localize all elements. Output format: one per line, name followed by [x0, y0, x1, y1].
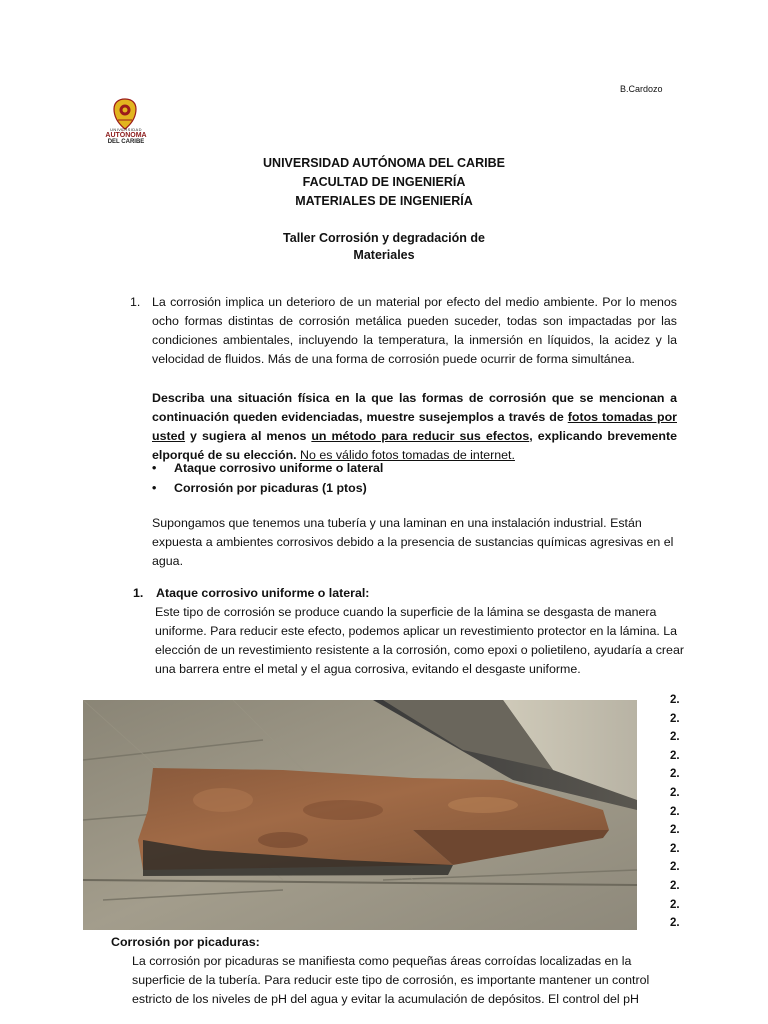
side-marker: 2.	[670, 898, 680, 911]
bullet-icon: •	[152, 481, 157, 495]
logo-top-text: UNIVERSIDAD	[110, 127, 142, 132]
university-heading: UNIVERSIDAD AUTÓNOMA DEL CARIBE	[263, 156, 505, 170]
side-marker: 2.	[670, 880, 680, 892]
side-marker: 2.	[670, 712, 680, 725]
side-marker: 2.	[670, 787, 680, 799]
instructions-part-c: , explicando brevemente elporqué de su elección.	[152, 429, 677, 462]
side-marker: 2.	[670, 824, 680, 837]
side-marker: 2.	[670, 842, 680, 855]
university-logo	[100, 98, 152, 150]
bullet-label: Corrosión por picaduras (1 ptos)	[174, 481, 367, 495]
question-number: 1.	[130, 295, 141, 309]
side-marker: 2.	[670, 731, 680, 744]
section1-title: Ataque corrosivo uniforme o lateral:	[156, 586, 370, 600]
side-marker: 2.	[670, 694, 680, 706]
corroded-steel-sheet-photo	[83, 700, 637, 930]
side-marker: 2.	[670, 917, 680, 930]
instructions-internet-underlined: No es válido fotos tomadas de internet.	[300, 448, 515, 462]
section2-title: Corrosión por picaduras:	[111, 935, 260, 949]
section2-text: La corrosión por picaduras se manifiesta como pequeñas áreas corroídas localizadas en la superficie de la tubería. Para reducir este tipo de corrosión, es importante mantener un control estricto de los niveles de pH del agua y evitar la acumulación de depósitos. El control del pH	[132, 954, 650, 1006]
faculty-heading: FACULTAD DE INGENIERÍA	[302, 175, 466, 189]
section1-text: Este tipo de corrosión se produce cuando la superficie de la lámina se desgasta de manera uniforme. Para reducir este efecto, podemos aplicar un revestimiento protector en la lámina. La elección de un revestimiento resistente a la corrosión, como epoxi o polietileno, ayudaría a crear una barrera entre el metal y el agua corrosiva, evitando el desgaste uniforme.	[155, 605, 684, 676]
workshop-title-line2: Materiales	[353, 248, 415, 262]
university-crest-icon	[112, 98, 138, 130]
section1-number: 1.	[133, 586, 144, 600]
question-instructions	[152, 389, 677, 465]
workshop-title-line1: Taller Corrosión y degradación de	[283, 231, 485, 245]
instructions-part-a: Describa una situación física en la que las formas de corrosión que se mencionan a continuación queden evidenciadas, muestre susejemplos a través de	[152, 391, 677, 424]
question-intro: La corrosión implica un deterioro de un material por efecto del medio ambiente. Por lo menos ocho formas distintas de corrosión metálica pueden suceder, todas son impactadas por las condiciones ambientales, incluyendo la temperatura, la inmersión en líquidos, la acidez y la velocidad de fluidos. Más de una forma de corrosión puede ocurrir de forma simultánea.	[152, 295, 677, 366]
instructions-photos-underlined: fotos tomadas por usted	[152, 410, 677, 443]
logo-main-text: AUTÓNOMA	[105, 132, 147, 139]
answer-intro: Supongamos que tenemos una tubería y una laminan en una instalación industrial. Están expuesta a ambientes corrosivos debido a la presencia de sustancias químicas agresivas en el agua.	[152, 516, 674, 568]
side-marker: 2.	[670, 805, 680, 818]
bullet-item-uniform	[152, 459, 383, 478]
author-name: B.Cardozo	[620, 84, 663, 94]
instructions-method-underlined: un método para reducir sus efectos	[311, 429, 530, 443]
logo-sub-text: DEL CARIBE	[107, 139, 145, 145]
side-marker: 2.	[670, 861, 680, 874]
side-marker: 2.	[670, 749, 680, 762]
bullet-item-pitting	[152, 479, 367, 498]
course-heading: MATERIALES DE INGENIERÍA	[295, 194, 473, 208]
bullet-icon: •	[152, 461, 157, 475]
instructions-part-b: y sugiera al menos	[185, 429, 312, 443]
side-marker: 2.	[670, 768, 680, 781]
bullet-label: Ataque corrosivo uniforme o lateral	[174, 461, 384, 475]
